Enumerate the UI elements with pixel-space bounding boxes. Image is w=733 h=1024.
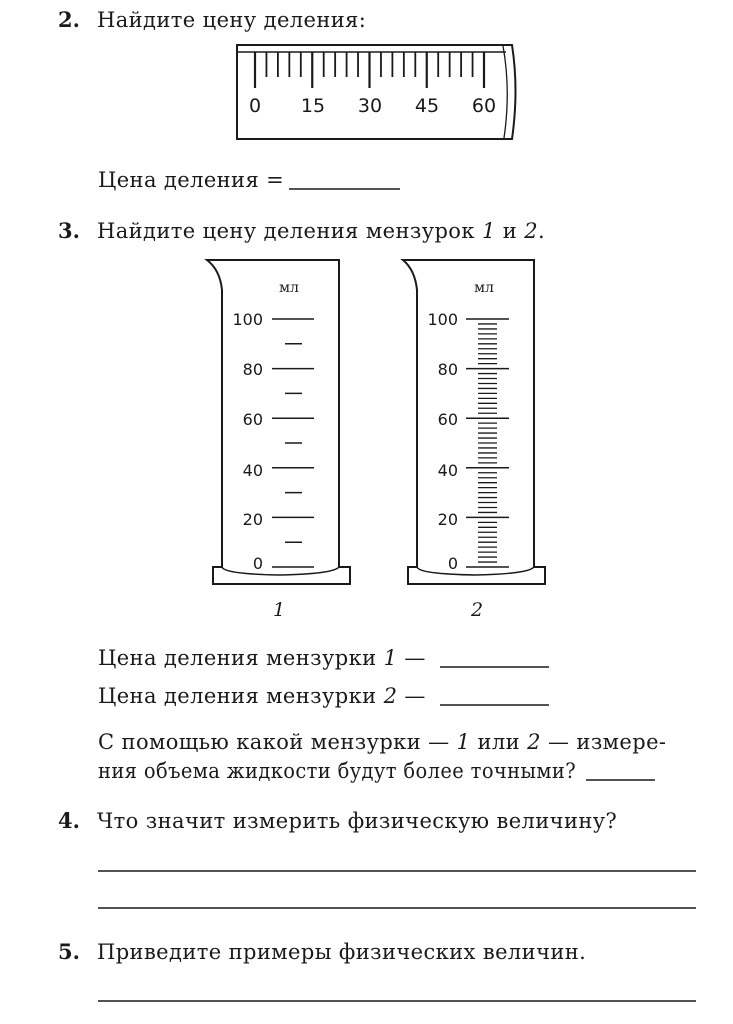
beaker-2-label-60: 60 bbox=[437, 410, 458, 429]
beaker-2-label-80: 80 bbox=[437, 360, 458, 379]
q3-question-line-b: ния объема жидкости будут более точными? bbox=[98, 759, 576, 783]
q3-line1-pre: Цена деления мензурки bbox=[98, 646, 384, 670]
beaker-2-label-0: 0 bbox=[447, 554, 458, 573]
beaker-2-label-20: 20 bbox=[437, 510, 458, 529]
ruler bbox=[237, 45, 516, 139]
q3-line2-pre: Цена деления мензурки bbox=[98, 684, 384, 708]
q3-question-or: или bbox=[470, 730, 528, 754]
q3-question-b: — измере- bbox=[540, 730, 667, 754]
q5-text: Приведите примеры физических величин. bbox=[97, 940, 587, 964]
beaker-1-label-100: 100 bbox=[232, 310, 263, 329]
q3-text-post: . bbox=[538, 219, 546, 243]
q3-text-n2: 2 bbox=[524, 219, 539, 243]
q3-line2 bbox=[98, 684, 426, 708]
beaker-2-outline bbox=[403, 260, 545, 584]
q5-number: 5. bbox=[58, 939, 80, 964]
beaker-2-caption: 2 bbox=[470, 599, 484, 621]
q3-question-a: С помощью какой мензурки — bbox=[98, 730, 457, 754]
q4-number: 4. bbox=[58, 808, 80, 833]
ruler-label-45: 45 bbox=[414, 95, 440, 117]
ruler-label-60: 60 bbox=[471, 95, 497, 117]
beaker-1-label-80: 80 bbox=[242, 360, 263, 379]
q2-answer-label: Цена деления = bbox=[98, 168, 285, 192]
ruler-label-15: 15 bbox=[300, 95, 326, 117]
q3-line1-num: 1 bbox=[383, 646, 398, 670]
beaker-2 bbox=[403, 260, 545, 584]
q3-line1-dash: — bbox=[397, 646, 426, 670]
q2-number: 2. bbox=[58, 7, 80, 32]
ruler-label-0: 0 bbox=[248, 95, 262, 117]
beaker-1-label-40: 40 bbox=[242, 461, 263, 480]
q3-text-and: и bbox=[495, 219, 525, 243]
q3-text-n1: 1 bbox=[481, 219, 496, 243]
beaker-1-label-20: 20 bbox=[242, 510, 263, 529]
q3-text-pre: Найдите цену деления мензурок bbox=[97, 219, 482, 243]
q3-question-line-a bbox=[98, 730, 666, 754]
q4-text: Что значит измерить физическую величину? bbox=[97, 809, 618, 833]
beaker-2-unit: мл bbox=[474, 280, 494, 296]
beaker-1-outline bbox=[207, 260, 350, 584]
q3-question-n2: 2 bbox=[527, 730, 541, 754]
beaker-2-base-curve bbox=[417, 567, 534, 575]
ruler-edge bbox=[503, 46, 507, 138]
q3-line2-num: 2 bbox=[383, 684, 398, 708]
ruler-ticks bbox=[255, 52, 484, 88]
beaker-2-scale bbox=[466, 319, 509, 567]
q3-line2-dash: — bbox=[397, 684, 426, 708]
beaker-1-scale bbox=[272, 319, 314, 567]
q3-question-n1: 1 bbox=[456, 730, 471, 754]
beaker-1-unit: мл bbox=[279, 280, 299, 296]
beaker-2-label-40: 40 bbox=[437, 461, 458, 480]
beaker-1-label-0: 0 bbox=[252, 554, 263, 573]
beaker-1-caption: 1 bbox=[272, 599, 286, 621]
q3-text bbox=[97, 219, 545, 243]
beaker-2-label-100: 100 bbox=[427, 310, 458, 329]
ruler-label-30: 30 bbox=[357, 95, 383, 117]
q2-text: Найдите цену деления: bbox=[97, 8, 367, 32]
q3-line1 bbox=[98, 646, 426, 670]
q3-number: 3. bbox=[58, 218, 80, 243]
beaker-1-label-60: 60 bbox=[242, 410, 263, 429]
beaker-1-base-curve bbox=[222, 567, 339, 575]
beaker-1 bbox=[207, 260, 350, 584]
